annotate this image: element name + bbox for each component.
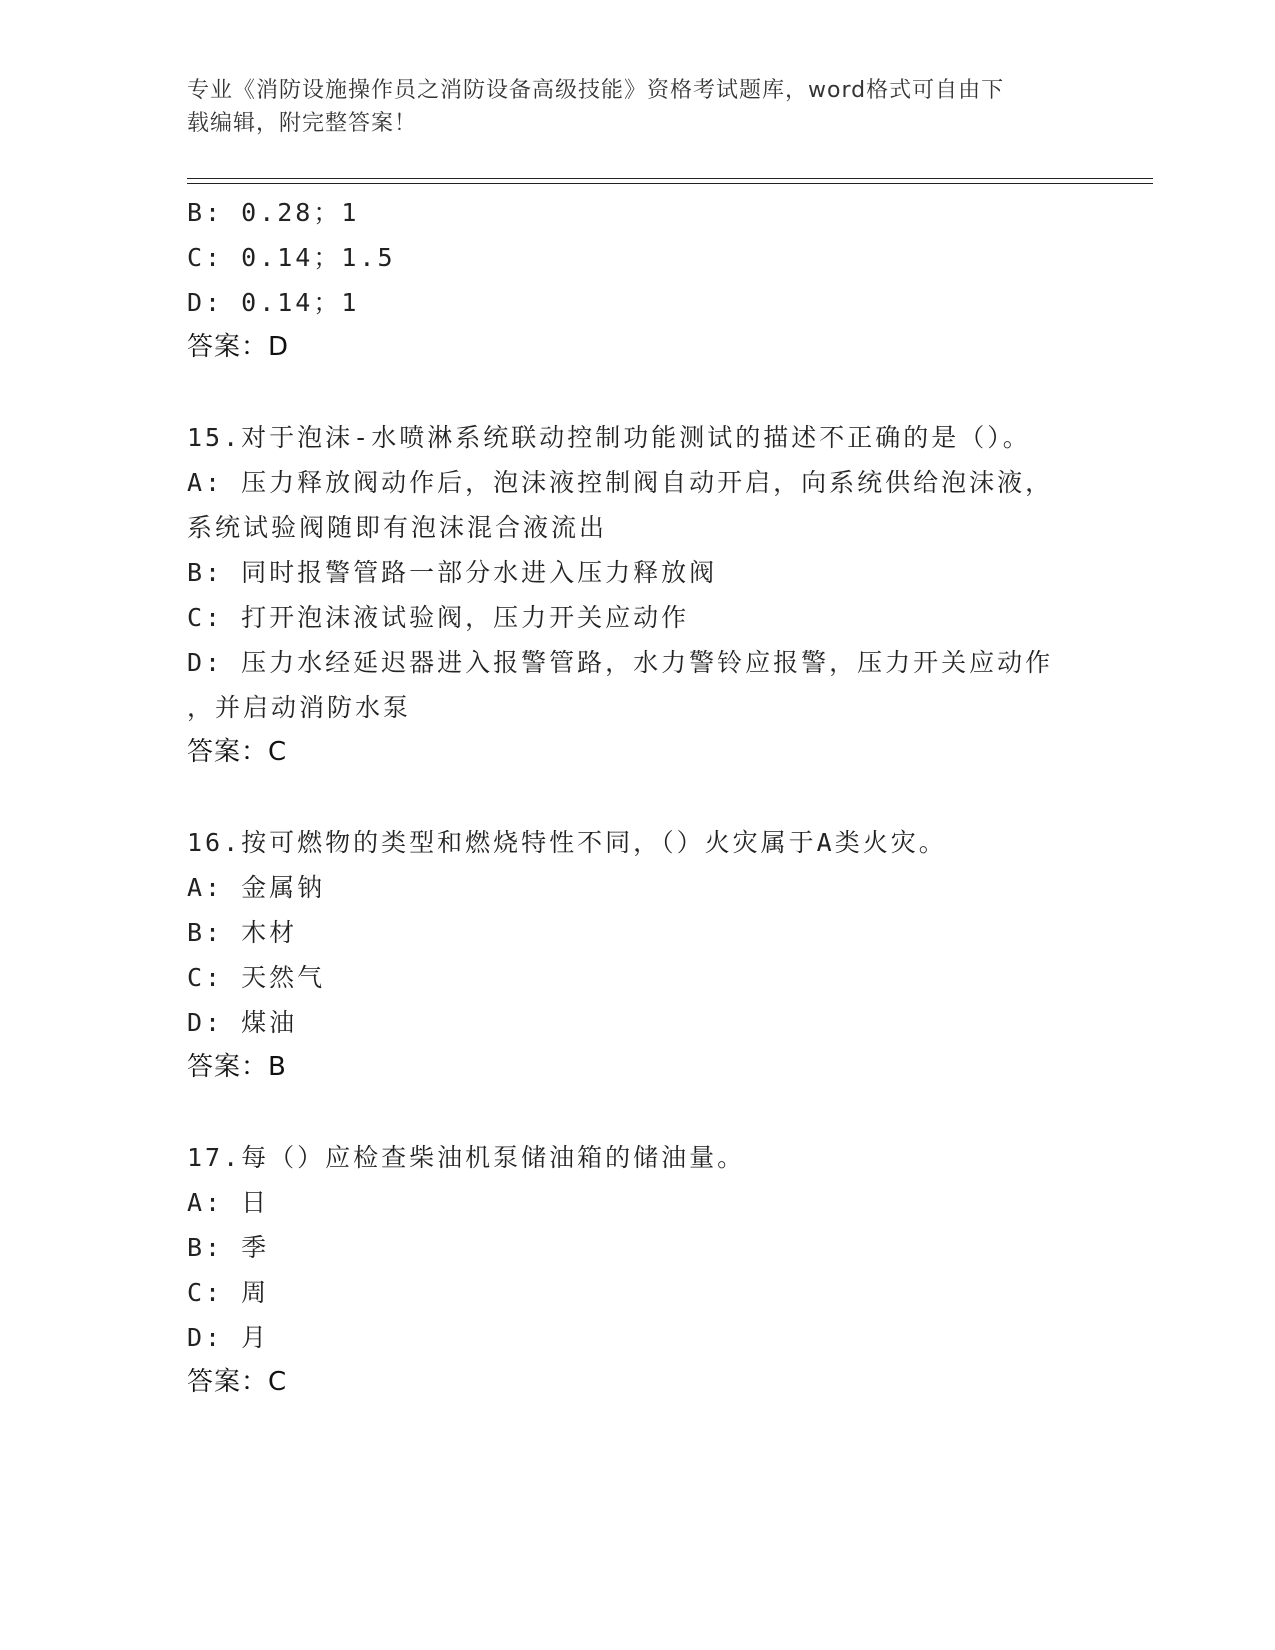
option-a: A: 压力释放阀动作后，泡沫液控制阀自动开启，向系统供给泡沫液，	[187, 468, 1054, 497]
question-stem: 17.每（）应检查柴油机泵储油箱的储油量。	[187, 1143, 746, 1172]
answer-line: 答案：C	[187, 1367, 288, 1397]
answer-line: 答案：B	[187, 1052, 287, 1082]
option-d: D: 月	[187, 1323, 270, 1352]
answer-line: 答案：C	[187, 737, 288, 767]
option-d-continued: ，并启动消防水泵	[187, 693, 412, 722]
option-a: A: 金属钠	[187, 873, 326, 902]
question-stem: 16.按可燃物的类型和燃烧特性不同，（）火灾属于A类火灾。	[187, 828, 947, 857]
header-line-2: 载编辑，附完整答案！	[187, 111, 418, 136]
question-15	[187, 415, 1087, 775]
option-a: A: 日	[187, 1188, 270, 1217]
option-b: B: 同时报警管路一部分水进入压力释放阀	[187, 558, 718, 587]
option-b: B: 季	[187, 1233, 270, 1262]
option-c: C: 0.14；1.5	[187, 243, 396, 272]
option-b: B: 木材	[187, 918, 298, 947]
question-content	[187, 190, 1087, 1405]
header-line-1: 专业《消防设施操作员之消防设备高级技能》资格考试题库，word格式可自由下	[187, 78, 1005, 103]
option-b: B: 0.28；1	[187, 198, 360, 227]
document-header	[187, 74, 1067, 140]
option-a-continued: 系统试验阀随即有泡沫混合液流出	[187, 513, 608, 542]
question-stem: 15.对于泡沫-水喷淋系统联动控制功能测试的描述不正确的是（）。	[187, 423, 1031, 452]
previous-question-block	[187, 190, 1087, 370]
header-rule-top	[187, 178, 1153, 179]
question-16	[187, 820, 1087, 1090]
question-17	[187, 1135, 1087, 1405]
option-c: C: 周	[187, 1278, 270, 1307]
answer-line: 答案：D	[187, 332, 290, 362]
option-d: D: 压力水经延迟器进入报警管路，水力警铃应报警，压力开关应动作	[187, 648, 1054, 677]
option-d: D: 煤油	[187, 1008, 298, 1037]
option-c: C: 打开泡沫液试验阀，压力开关应动作	[187, 603, 690, 632]
header-rule-bottom	[187, 183, 1153, 184]
option-c: C: 天然气	[187, 963, 326, 992]
option-d: D: 0.14；1	[187, 288, 360, 317]
